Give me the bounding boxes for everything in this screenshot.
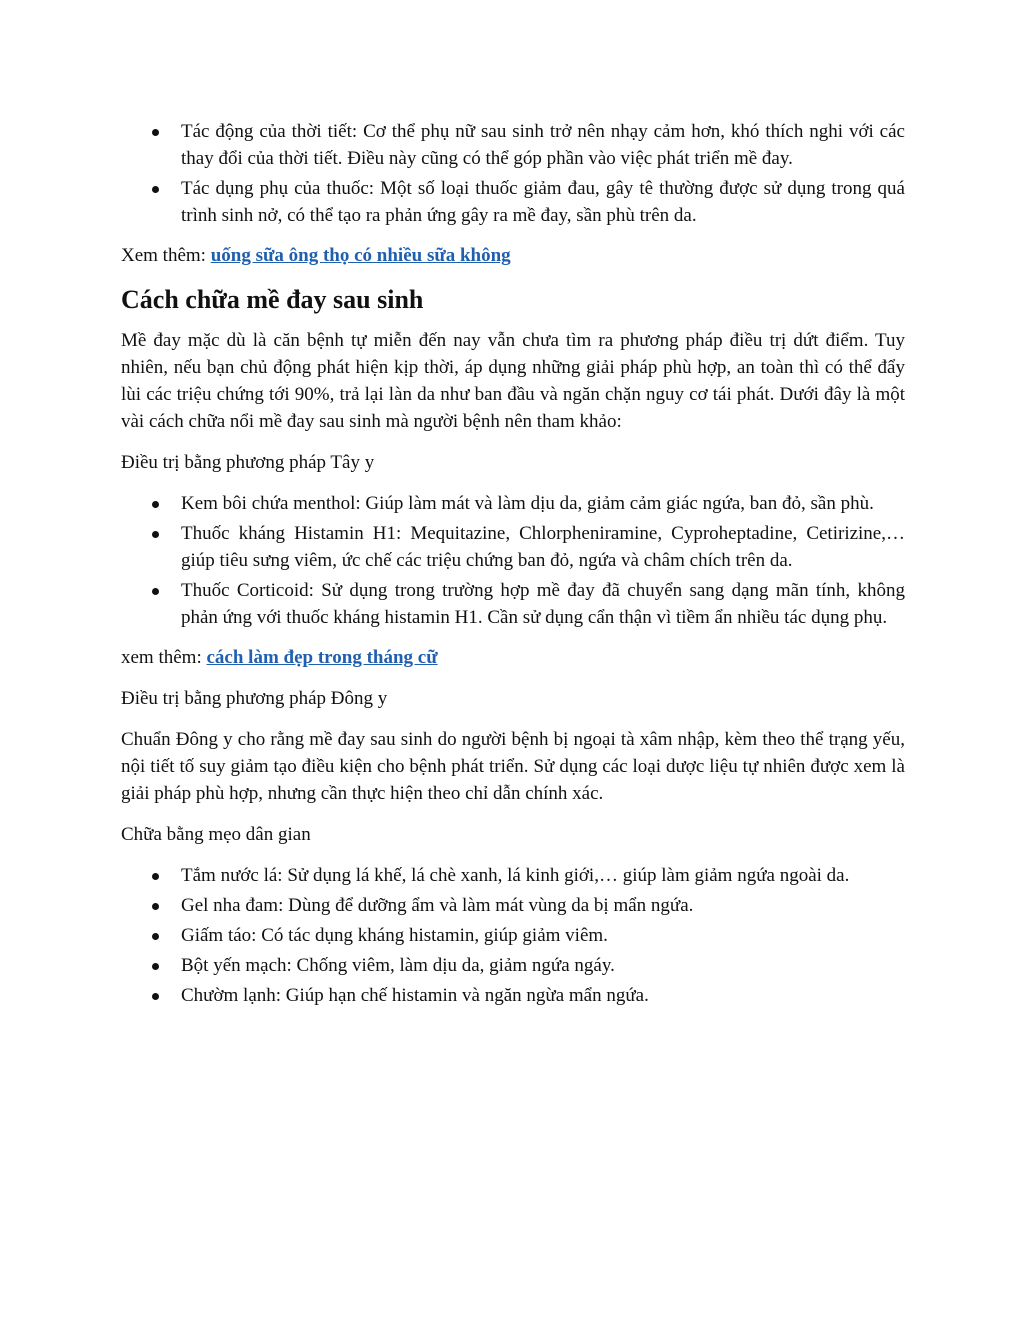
causes-list [121, 118, 905, 229]
folk-list [121, 862, 905, 1009]
list-item-text: Tác động của thời tiết: Cơ thể phụ nữ sau sinh trở nên nhạy cảm hơn, khó thích nghi với các thay đổi của thời tiết. Điều này cũng có thể góp phần vào việc phát triển mề đay. [181, 121, 905, 169]
bullet-icon [152, 903, 159, 910]
list-item-text: Chườm lạnh: Giúp hạn chế histamin và ngăn ngừa mẩn ngứa. [181, 985, 649, 1006]
see-more-line [121, 242, 905, 269]
list-item [121, 922, 905, 949]
bullet-icon [152, 933, 159, 940]
list-item-text: Tác dụng phụ của thuốc: Một số loại thuốc giảm đau, gây tê thường được sử dụng trong quá trình sinh nở, có thể tạo ra phản ứng gây ra mề đay, sần phù trên da. [181, 178, 905, 226]
bullet-icon [152, 129, 159, 136]
western-list [121, 490, 905, 631]
list-item-text: Thuốc kháng Histamin H1: Mequitazine, Chlorpheniramine, Cyproheptadine, Cetirizine,… giúp tiêu sưng viêm, ức chế các triệu chứng ban đỏ, ngứa và châm chích trên da. [181, 523, 905, 571]
bullet-icon [152, 588, 159, 595]
list-item-text: Thuốc Corticoid: Sử dụng trong trường hợp mề đay đã chuyển sang dạng mãn tính, không phản ứng với thuốc kháng histamin H1. Cần sử dụng cẩn thận vì tiềm ẩn nhiều tác dụng phụ. [181, 580, 905, 628]
list-item [121, 118, 905, 172]
list-item [121, 520, 905, 574]
section-heading: Cách chữa mề đay sau sinh [121, 285, 424, 314]
bullet-icon [152, 963, 159, 970]
western-title: Điều trị bằng phương pháp Tây y [121, 452, 375, 473]
see-more-line [121, 644, 905, 671]
list-item [121, 982, 905, 1009]
eastern-paragraph: Chuẩn Đông y cho rằng mề đay sau sinh do người bệnh bị ngoại tà xâm nhập, kèm theo thể trạng yếu, nội tiết tố suy giảm tạo điều kiện cho bệnh phát triển. Sử dụng các loại dược liệu tự nhiên được xem là giải pháp phù hợp, nhưng cần thực hiện theo chỉ dẫn chính xác. [121, 729, 905, 804]
list-item [121, 175, 905, 229]
list-item [121, 862, 905, 889]
list-item-text: Giấm táo: Có tác dụng kháng histamin, giúp giảm viêm. [181, 925, 608, 946]
see-more-label: xem thêm: [121, 647, 207, 668]
list-item [121, 577, 905, 631]
intro-paragraph: Mề đay mặc dù là căn bệnh tự miễn đến nay vẫn chưa tìm ra phương pháp điều trị dứt điểm. Tuy nhiên, nếu bạn chủ động phát hiện kịp thời, áp dụng những giải pháp phù hợp, an toàn thì có thể đẩy lùi các triệu chứng tới 90%, trả lại làn da như ban đầu và ngăn chặn nguy cơ tái phát. Dưới đây là một vài cách chữa nổi mề đay sau sinh mà người bệnh nên tham khảo: [121, 330, 905, 432]
list-item-text: Kem bôi chứa menthol: Giúp làm mát và làm dịu da, giảm cảm giác ngứa, ban đỏ, sần phù. [181, 493, 874, 514]
eastern-title: Điều trị bằng phương pháp Đông y [121, 688, 388, 709]
bullet-icon [152, 501, 159, 508]
folk-title: Chữa bằng mẹo dân gian [121, 824, 311, 845]
bullet-icon [152, 186, 159, 193]
list-item-text: Gel nha đam: Dùng để dưỡng ẩm và làm mát vùng da bị mẩn ngứa. [181, 895, 694, 916]
bullet-icon [152, 873, 159, 880]
bullet-icon [152, 531, 159, 538]
bullet-icon [152, 993, 159, 1000]
list-item [121, 490, 905, 517]
see-more-link[interactable]: uống sữa ông thọ có nhiều sữa không [210, 245, 511, 266]
see-more-label: Xem thêm: [121, 245, 211, 266]
list-item [121, 952, 905, 979]
see-more-link[interactable]: cách làm đẹp trong tháng cữ [206, 647, 438, 668]
list-item-text: Tắm nước lá: Sử dụng lá khế, lá chè xanh, lá kinh giới,… giúp làm giảm ngứa ngoài da. [181, 865, 850, 886]
list-item-text: Bột yến mạch: Chống viêm, làm dịu da, giảm ngứa ngáy. [181, 955, 615, 976]
document-page [121, 118, 905, 1012]
list-item [121, 892, 905, 919]
